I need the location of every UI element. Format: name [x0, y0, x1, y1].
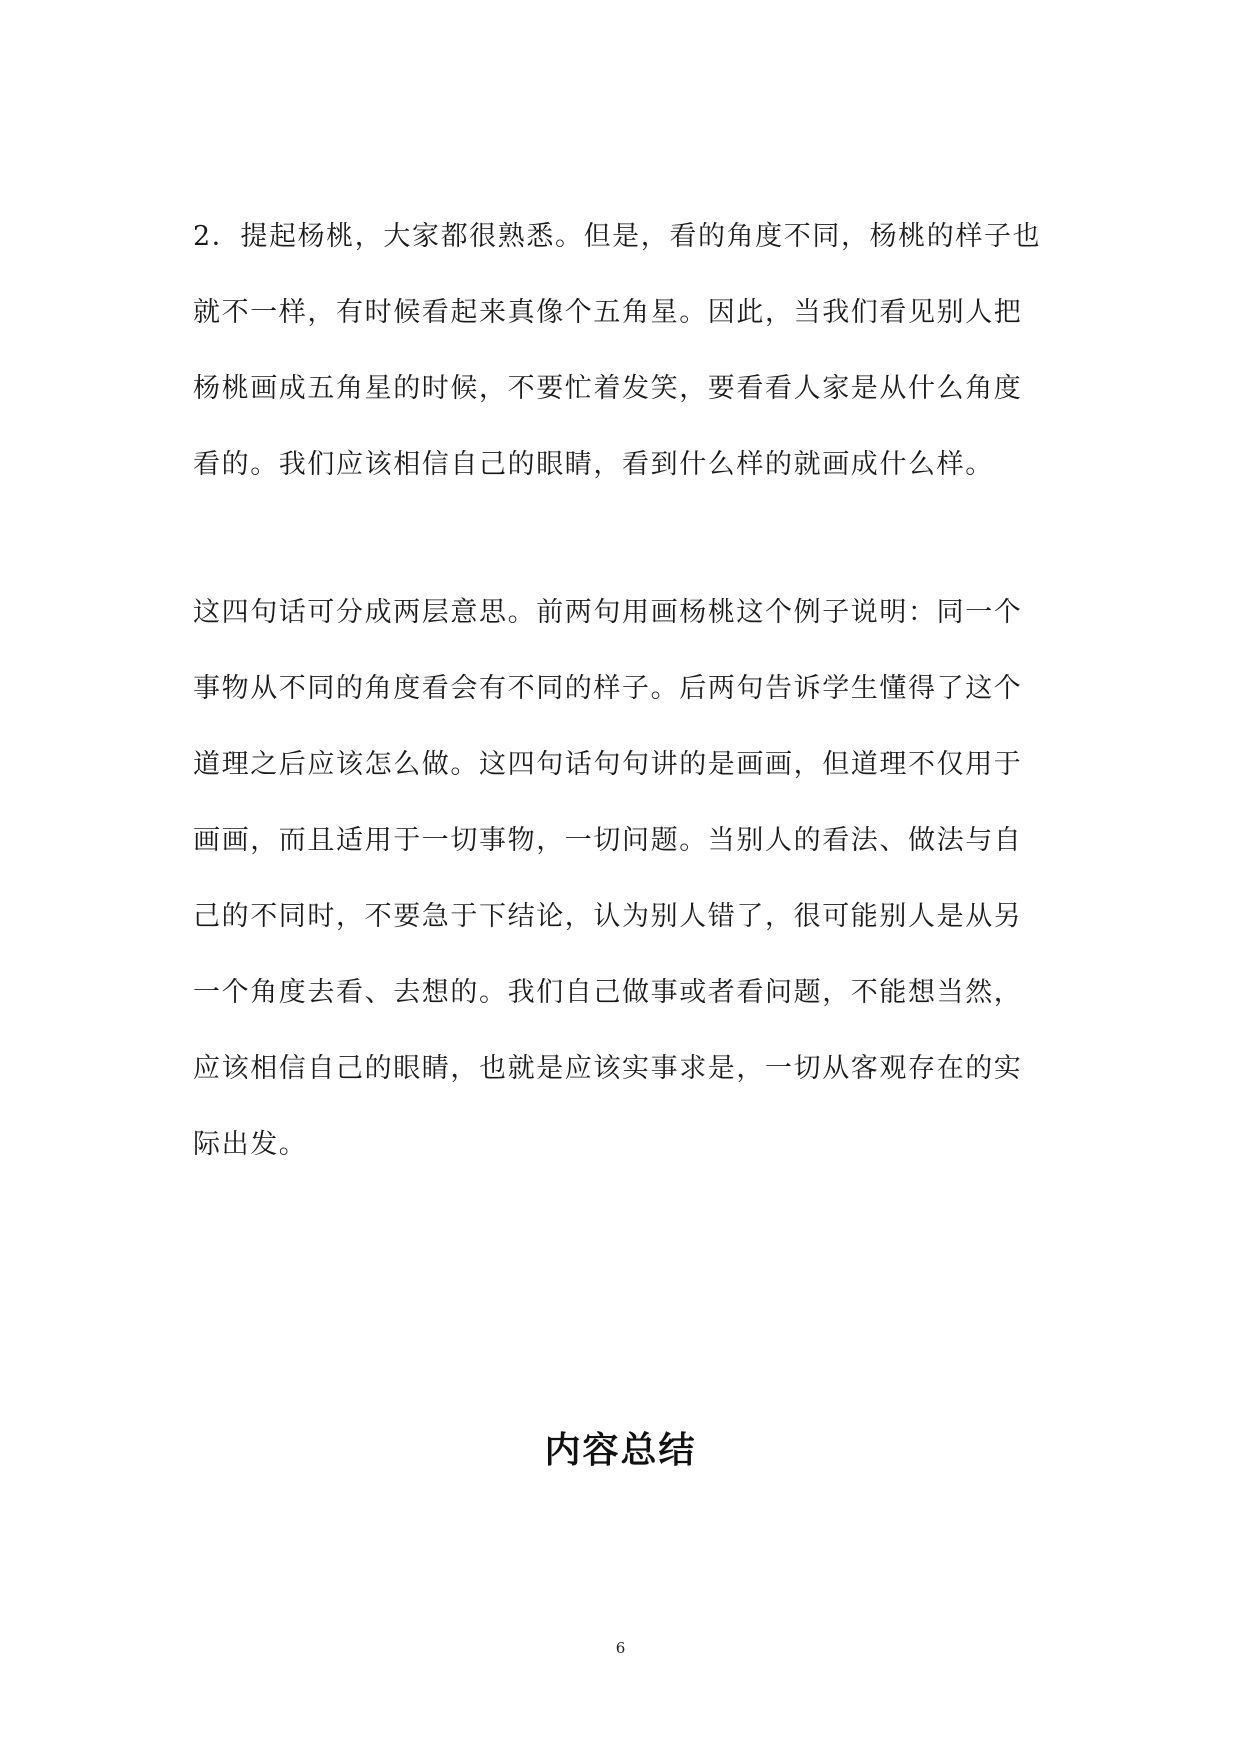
section-heading: 内容总结 [544, 1430, 697, 1471]
page-number: 6 [615, 1639, 626, 1657]
paragraph-line: 己的不同时，不要急于下结论，认为别人错了，很可能别人是从另 [193, 901, 1023, 932]
paragraph-line: 道理之后应该怎么做。这四句话句句讲的是画画，但道理不仅用于 [193, 749, 1023, 780]
paragraph-line: 2．提起杨桃，大家都很熟悉。但是，看的角度不同，杨桃的样子也 [193, 221, 1042, 252]
paragraph-line: 这四句话可分成两层意思。前两句用画杨桃这个例子说明：同一个 [193, 597, 1023, 628]
paragraph-line: 应该相信自己的眼睛，也就是应该实事求是，一切从客观存在的实 [193, 1053, 1023, 1084]
paragraph-line: 画画，而且适用于一切事物，一切问题。当别人的看法、做法与自 [193, 825, 1023, 856]
paragraph-line: 一个角度去看、去想的。我们自己做事或者看问题，不能想当然， [193, 977, 1023, 1008]
paragraph-line: 就不一样，有时候看起来真像个五角星。因此，当我们看见别人把 [193, 297, 1023, 328]
paragraph-line: 际出发。 [193, 1129, 308, 1160]
paragraph-line: 杨桃画成五角星的时候，不要忙着发笑，要看看人家是从什么角度 [193, 373, 1023, 404]
paragraph-line: 事物从不同的角度看会有不同的样子。后两句告诉学生懂得了这个 [193, 673, 1023, 704]
paragraph-line: 看的。我们应该相信自己的眼睛，看到什么样的就画成什么样。 [193, 449, 994, 480]
